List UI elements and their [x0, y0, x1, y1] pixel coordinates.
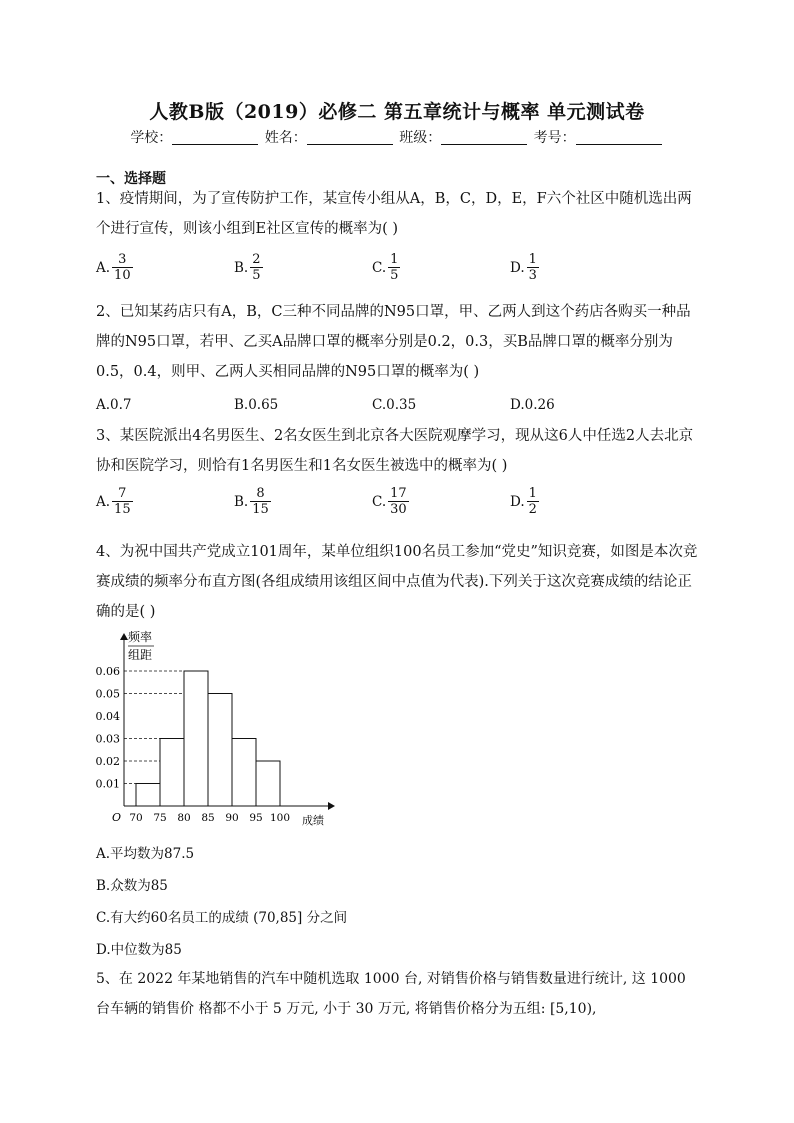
- x-tick-label: 100: [269, 812, 291, 824]
- option-c[interactable]: C.0.35: [372, 397, 417, 413]
- option-d[interactable]: D.0.26: [510, 397, 555, 413]
- question-4-text: 4、为祝中国共产党成立101周年，某单位组织100名员工参加“党史”知识竞赛，如图是本次竞赛成绩的频率分布直方图(各组成绩用该组区间中点值为代表).下列关于这次竞赛成绩的结论正确的是( ): [96, 544, 698, 620]
- origin-label: O: [112, 811, 122, 824]
- option-b[interactable]: B.0.65: [234, 397, 279, 413]
- name-label: 姓名：: [264, 130, 307, 146]
- option-d[interactable]: D. $\frac{1}{3}$: [510, 252, 537, 283]
- fraction: $\frac{8}{15}$: [252, 486, 269, 517]
- frequency-histogram: [90, 628, 350, 832]
- page-title: 人教B版（2019）必修二 第五章统计与概率 单元测试卷: [149, 101, 645, 123]
- y-label-top: 频率: [128, 630, 153, 644]
- exam-no-field[interactable]: [576, 130, 662, 145]
- x-tick-label: 95: [249, 812, 263, 824]
- fraction: $\frac{1}{2}$: [528, 486, 537, 517]
- option-a[interactable]: A.0.7: [96, 397, 132, 413]
- class-label: 班级：: [399, 130, 442, 146]
- histogram-bar: [184, 671, 208, 806]
- question-5-text: 5、在 2022 年某地销售的汽车中随机选取 1000 台, 对销售价格与销售数量进行统计, 这 1000 台车辆的销售价 格都不小于 5 万元, 小于 30 万元, 将销售价格分为五组: [5,10),: [96, 971, 686, 1017]
- question-3-text: 3、某医院派出4名男医生、2名女医生到北京各大医院观摩学习，现从这6人中任选2人去北京协和医院学习，则恰有1名男医生和1名女医生被选中的概率为( ): [96, 428, 694, 474]
- question-2-text: 2、已知某药店只有A，B，C三种不同品牌的N95口罩，甲、乙两人到这个药店各购买一种品牌的N95口罩，若甲、乙买A品牌口罩的概率分别是0.2，0.3，买B品牌口罩的概率分别为0.5，0.4，则甲、乙两人买相同品牌的N95口罩的概率为( ): [96, 304, 691, 380]
- histogram-bar: [256, 761, 280, 806]
- y-label-bottom: 组距: [128, 648, 153, 662]
- option-d[interactable]: D. $\frac{1}{2}$: [510, 486, 537, 517]
- x-tick-label: 80: [177, 812, 191, 824]
- x-tick-label: 75: [153, 812, 167, 824]
- y-tick-label: 0.01: [95, 777, 120, 791]
- option-a[interactable]: A. $\frac{3}{10}$: [96, 252, 131, 283]
- option-c[interactable]: C.有大约60名员工的成绩 (70,85] 分之间: [96, 910, 348, 926]
- option-c[interactable]: C. $\frac{1}{5}$: [372, 252, 399, 283]
- histogram-bar: [208, 694, 232, 807]
- option-c[interactable]: C. $\frac{17}{30}$: [372, 486, 407, 517]
- fraction: $\frac{7}{15}$: [114, 486, 131, 517]
- option-b[interactable]: B. $\frac{8}{15}$: [234, 486, 269, 517]
- option-b[interactable]: B.众数为85: [96, 878, 168, 894]
- option-a[interactable]: A. $\frac{7}{15}$: [96, 486, 131, 517]
- fraction: $\frac{1}{3}$: [528, 252, 537, 283]
- name-field[interactable]: [307, 130, 393, 145]
- y-tick-label: 0.06: [95, 665, 120, 678]
- option-b[interactable]: B. $\frac{2}{5}$: [234, 252, 261, 283]
- fraction: $\frac{3}{10}$: [114, 252, 131, 283]
- x-axis-label: 成绩: [302, 814, 324, 827]
- fraction: $\frac{1}{5}$: [390, 252, 399, 283]
- histogram-bar: [136, 784, 160, 807]
- option-d[interactable]: D.中位数为85: [96, 942, 182, 958]
- question-2-options: [96, 397, 700, 417]
- y-tick-label: 0.03: [95, 732, 120, 746]
- section-heading: 一、选择题: [96, 171, 166, 187]
- school-field[interactable]: [172, 130, 258, 145]
- histogram-bar: [160, 739, 184, 807]
- y-tick-label: 0.02: [95, 755, 120, 768]
- histogram-bar: [232, 739, 256, 807]
- x-tick-label: 85: [201, 812, 215, 824]
- question-1-options: [96, 252, 700, 292]
- option-a[interactable]: A.平均数为87.5: [96, 846, 195, 862]
- x-tick-label: 90: [225, 812, 239, 824]
- school-label: 学校：: [130, 130, 173, 146]
- fraction: $\frac{2}{5}$: [252, 252, 261, 283]
- class-field[interactable]: [441, 130, 527, 145]
- question-3-options: [96, 486, 700, 526]
- y-tick-label: 0.05: [95, 687, 120, 701]
- student-info-line: [0, 127, 794, 147]
- question-1-text: 1、疫情期间，为了宣传防护工作，某宣传小组从A，B，C，D，E，F六个社区中随机选出两个进行宣传，则该小组到E社区宣传的概率为( ): [96, 191, 692, 237]
- y-tick-label: 0.04: [95, 710, 120, 723]
- x-tick-label: 70: [129, 812, 143, 824]
- exam-no-label: 考号：: [533, 130, 576, 146]
- fraction: $\frac{17}{30}$: [390, 486, 407, 517]
